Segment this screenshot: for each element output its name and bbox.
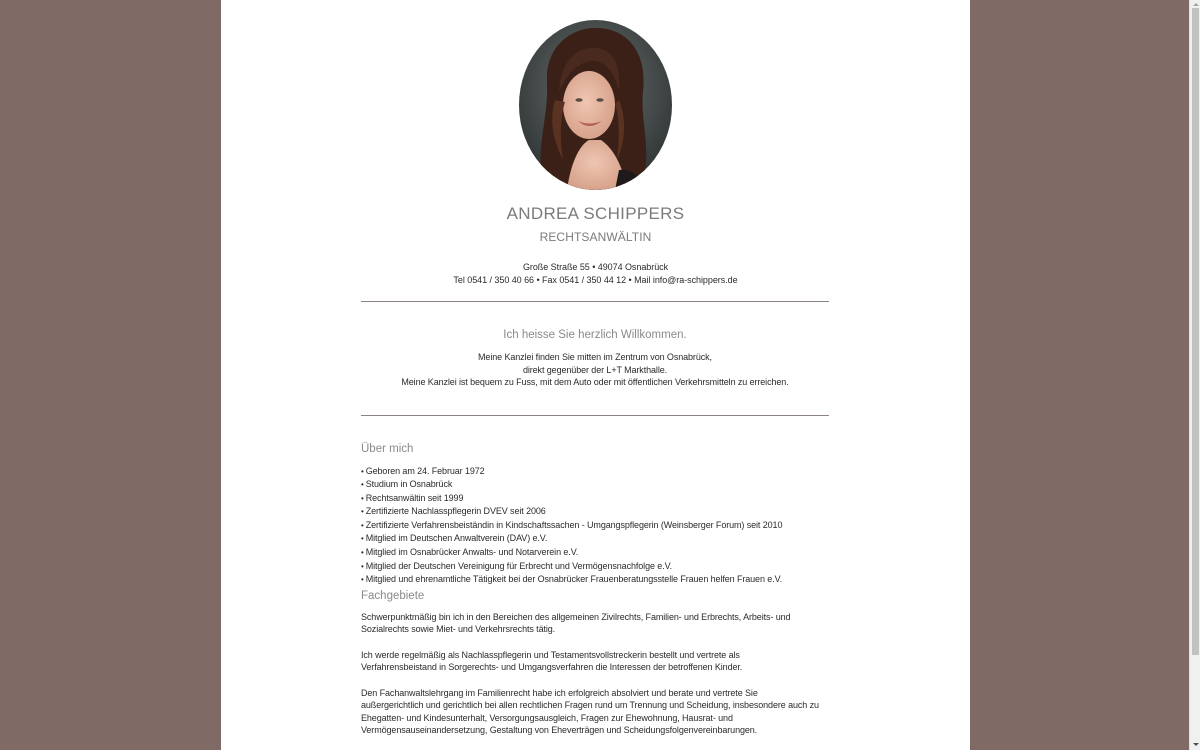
about-heading: Über mich <box>361 443 414 455</box>
list-item <box>361 505 829 519</box>
vertical-scrollbar[interactable] <box>1189 0 1200 750</box>
bullet-separator: • <box>628 275 632 285</box>
list-item <box>361 519 829 533</box>
address-line <box>221 261 970 274</box>
bullet-icon: • <box>361 507 364 517</box>
list-item <box>361 560 829 574</box>
welcome-line: Meine Kanzlei finden Sie mitten im Zentrum von Osnabrück, <box>478 352 712 362</box>
list-item-text: Mitglied und ehrenamtliche Tätigkeit bei der Osnabrücker Frauenberatungsstelle Frauen helfen Frauen e.V. <box>365 574 783 585</box>
paragraph-line: außergerichtlich und gerichtlich bei allen rechtlichen Fragen rund um Trennung und Scheidung, insbesondere auch zu <box>361 700 819 711</box>
attorney-name: ANDREA SCHIPPERS <box>506 204 685 223</box>
phone-fax-mail-line <box>221 274 970 287</box>
list-item-text: Studium in Osnabrück <box>365 479 453 490</box>
welcome-line: Meine Kanzlei ist bequem zu Fuss, mit dem Auto oder mit öffentlichen Verkehrsmitteln zu erreichen. <box>401 377 789 387</box>
paragraph-line: Den Fachanwaltslehrgang im Familienrecht habe ich erfolgreich absolviert und berate und vertrete Sie <box>361 687 758 698</box>
paragraph-line: Ich werde regelmäßig als Nachlasspflegerin und Testamentsvollstreckerin bestellt und vertrete als <box>361 649 740 660</box>
welcome-heading: Ich heisse Sie herzlich Willkommen. <box>503 329 687 341</box>
job-title: RECHTSANWÄLTIN <box>539 230 652 244</box>
welcome-text <box>361 351 829 389</box>
list-item-text: Zertifizierte Verfahrensbeiständin in Kindschaftssachen - Umgangspflegerin (Weinsberger Forum) seit 2010 <box>365 519 783 530</box>
email-link[interactable]: info@ra-schippers.de <box>652 275 738 285</box>
street-address: Große Straße 55 <box>522 262 590 272</box>
bullet-separator: • <box>592 262 596 272</box>
paragraph-line: Schwerpunktmäßig bin ich in den Bereichen des allgemeinen Zivilrechts, Familien- und Erbrechts, Arbeits- und <box>361 611 791 622</box>
expertise-paragraph <box>361 687 829 737</box>
bullet-icon: • <box>361 534 364 544</box>
paragraph-line: Vermögensauseinandersetzung, Gestaltung von Eheverträgen und Scheidungsfolgenvereinbarungen. <box>361 725 758 736</box>
list-item <box>361 465 829 479</box>
mail-label: Mail <box>634 275 651 285</box>
scroll-up-arrow-icon[interactable] <box>1193 3 1199 6</box>
divider <box>361 415 829 416</box>
bullet-icon: • <box>361 480 364 490</box>
list-item <box>361 546 829 560</box>
tel-number: 0541 / 350 40 66 <box>467 275 534 285</box>
bullet-icon: • <box>361 575 364 585</box>
list-item-text: Mitglied im Deutschen Anwaltverein (DAV) e.V. <box>365 533 548 544</box>
welcome-line: direkt gegenüber der L+T Markthalle. <box>522 364 668 375</box>
content-column <box>221 0 970 750</box>
tel-label: Tel <box>453 275 465 285</box>
list-item <box>361 532 829 546</box>
profile-photo <box>519 20 672 190</box>
about-list <box>361 465 829 587</box>
contact-block <box>221 261 970 287</box>
list-item-text: Mitglied im Osnabrücker Anwalts- und Notarverein e.V. <box>365 547 579 558</box>
expertise-heading: Fachgebiete <box>361 590 425 602</box>
expertise-paragraph <box>361 611 829 636</box>
scrollbar-thumb[interactable] <box>1192 8 1199 655</box>
bullet-icon: • <box>361 548 364 558</box>
divider <box>361 301 829 302</box>
bullet-icon: • <box>361 466 364 476</box>
paragraph-line: Verfahrensbeistand in Sorgerechts- und Umgangsverfahren die Interessen der betroffenen Kinder. <box>361 662 743 673</box>
portrait-photo-icon <box>519 20 672 190</box>
city-address: 49074 Osnabrück <box>597 262 669 272</box>
list-item-text: Zertifizierte Nachlasspflegerin DVEV seit 2006 <box>365 506 546 517</box>
fax-label: Fax <box>542 275 557 285</box>
list-item <box>361 573 829 587</box>
paragraph-line: Sozialrechts sowie Miet- und Verkehrsrechts tätig. <box>361 624 556 635</box>
list-item-text: Geboren am 24. Februar 1972 <box>365 465 485 476</box>
list-item <box>361 478 829 492</box>
paragraph-line: Ehegatten- und Kindesunterhalt, Versorgungsausgleich, Fragen zur Ehewohnung, Hausrat- und <box>361 712 733 723</box>
fax-number: 0541 / 350 44 12 <box>559 275 627 285</box>
bullet-icon: • <box>361 561 364 571</box>
bullet-separator: • <box>536 275 540 285</box>
list-item-text: Rechtsanwältin seit 1999 <box>365 492 464 503</box>
list-item-text: Mitglied der Deutschen Vereinigung für Erbrecht und Vermögensnachfolge e.V. <box>365 560 673 571</box>
bullet-icon: • <box>361 520 364 530</box>
scroll-down-arrow-icon[interactable] <box>1193 743 1199 746</box>
expertise-paragraph <box>361 649 829 674</box>
bullet-icon: • <box>361 493 364 503</box>
list-item <box>361 492 829 506</box>
